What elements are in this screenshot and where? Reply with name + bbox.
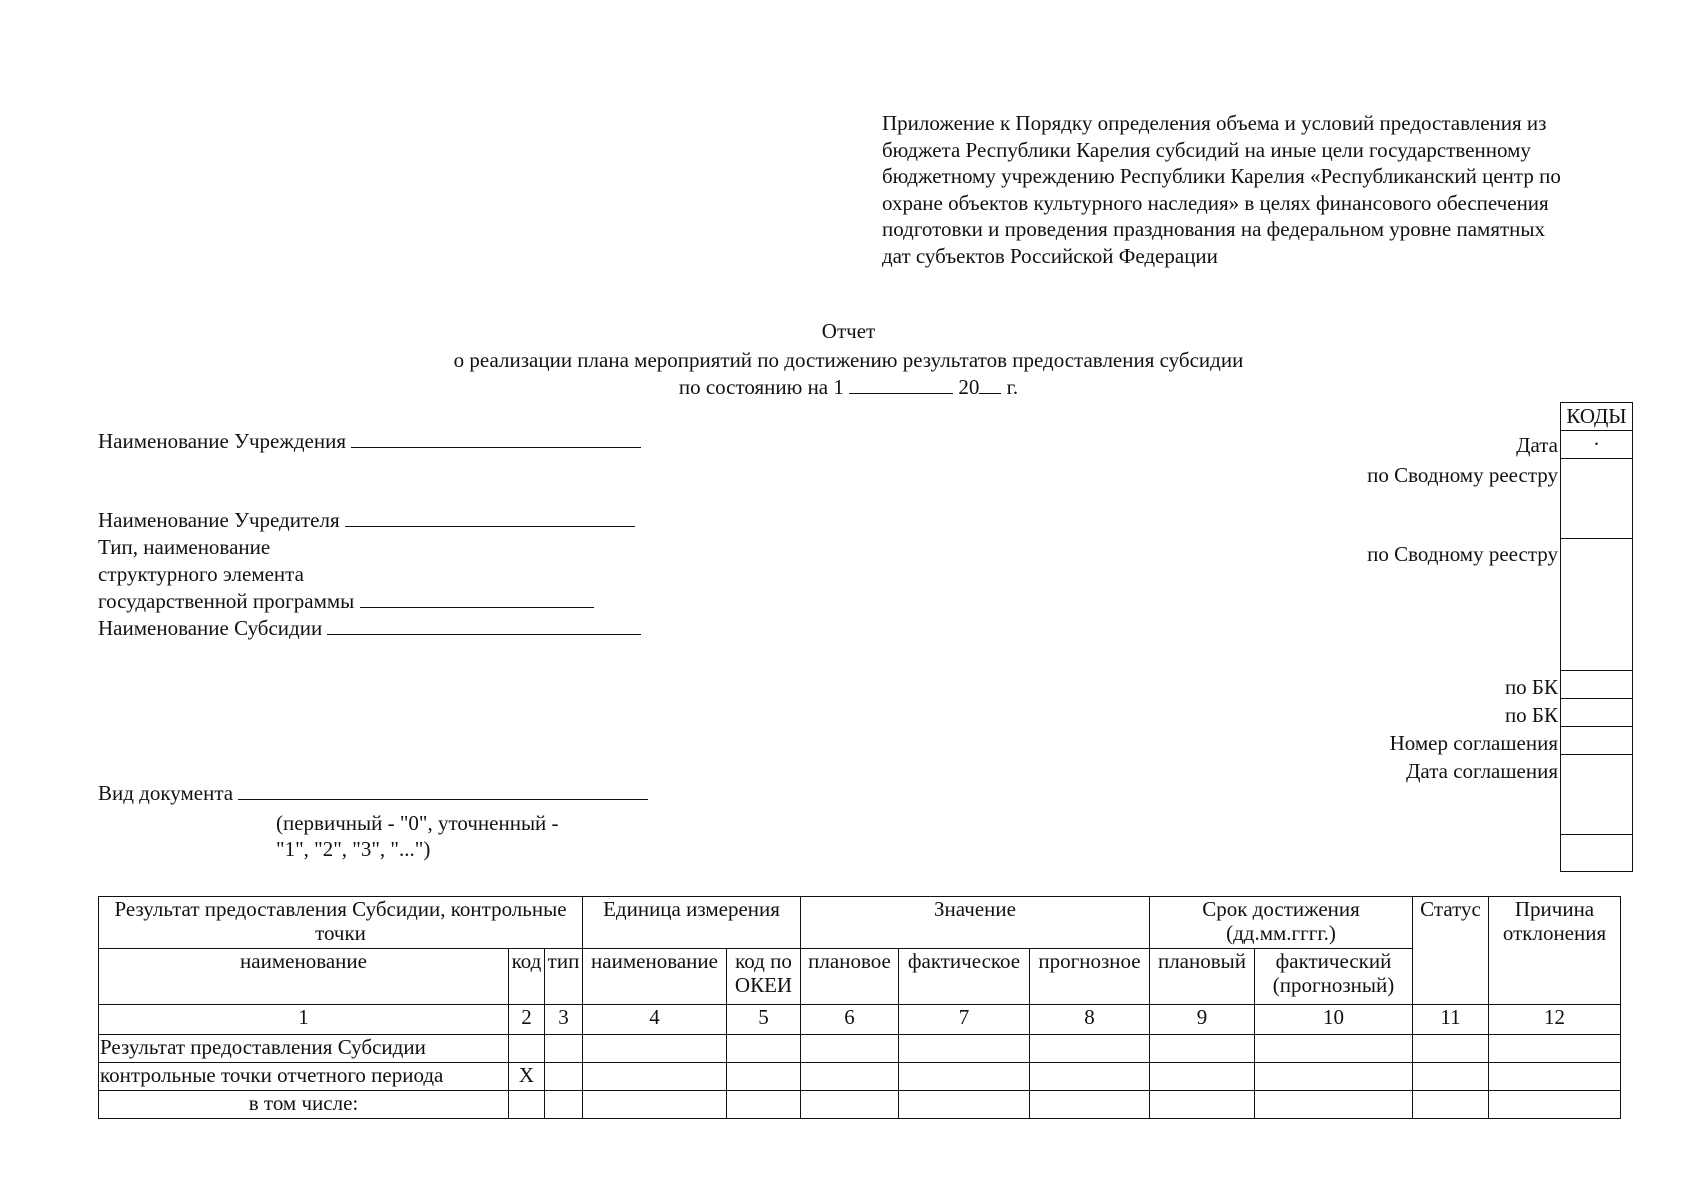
subheader-unit-name: наименование xyxy=(583,949,727,1005)
report-subtitle: о реализации плана мероприятий по достижению результатов предоставления субсидии xyxy=(453,348,1244,372)
appendix-note xyxy=(882,110,1636,269)
code-cell-bk-1[interactable] xyxy=(1561,671,1632,699)
code-cell-agreement-date[interactable] xyxy=(1561,755,1632,835)
codes-header: КОДЫ xyxy=(1560,402,1633,430)
table-cell[interactable] xyxy=(801,1063,899,1091)
table-cell[interactable] xyxy=(1255,1091,1413,1119)
table-cell[interactable] xyxy=(1030,1063,1150,1091)
table-cell[interactable] xyxy=(545,1035,583,1063)
table-cell[interactable] xyxy=(1030,1091,1150,1119)
table-row xyxy=(99,1063,1621,1091)
table-cell[interactable] xyxy=(1489,1063,1621,1091)
column-number: 6 xyxy=(801,1005,899,1035)
code-cell-registry-2[interactable] xyxy=(1561,539,1632,671)
doc-type-field[interactable] xyxy=(238,780,648,800)
subsidy-field[interactable] xyxy=(327,615,641,635)
subheader-code: код xyxy=(509,949,545,1005)
report-date-prefix: по состоянию на 1 xyxy=(678,375,844,399)
table-cell[interactable] xyxy=(1489,1091,1621,1119)
column-number: 10 xyxy=(1255,1005,1413,1035)
column-number: 12 xyxy=(1489,1005,1621,1035)
founder-row xyxy=(98,507,635,533)
row-checkpoints-label: контрольные точки отчетного периода xyxy=(99,1063,509,1091)
subheader-actual: фактическое xyxy=(899,949,1030,1005)
agreement-date-label: Дата соглашения xyxy=(1406,759,1558,783)
report-title: Отчет xyxy=(821,319,876,343)
table-cell[interactable] xyxy=(545,1091,583,1119)
results-table xyxy=(98,896,1621,1119)
code-cell-extra[interactable] xyxy=(1561,835,1632,869)
column-number: 5 xyxy=(727,1005,801,1035)
report-date-year: 20 xyxy=(958,375,980,399)
table-cell[interactable] xyxy=(1150,1091,1255,1119)
founder-field[interactable] xyxy=(345,507,635,527)
row-result-label: Результат предоставления Субсидии xyxy=(99,1035,509,1063)
agreement-number-label: Номер соглашения xyxy=(1389,731,1558,755)
table-cell[interactable] xyxy=(1150,1035,1255,1063)
table-cell[interactable] xyxy=(1413,1091,1489,1119)
registry-label-1: по Сводному реестру xyxy=(1367,463,1558,487)
table-cell[interactable] xyxy=(1255,1063,1413,1091)
founder-label: Наименование Учредителя xyxy=(98,508,340,532)
column-number: 1 xyxy=(99,1005,509,1035)
table-cell[interactable] xyxy=(727,1035,801,1063)
column-number: 7 xyxy=(899,1005,1030,1035)
column-number: 4 xyxy=(583,1005,727,1035)
bk-label-1: по БК xyxy=(1504,675,1558,699)
table-cell[interactable] xyxy=(1150,1063,1255,1091)
doc-type-hint-2: "1", "2", "3", "...") xyxy=(276,837,431,861)
bk-label-2: по БК xyxy=(1504,703,1558,727)
program-label-line-1: Тип, наименование xyxy=(98,535,271,559)
report-date-line xyxy=(0,374,1697,400)
program-field[interactable] xyxy=(360,588,594,608)
table-cell[interactable] xyxy=(1489,1035,1621,1063)
appendix-line: дат субъектов Российской Федерации xyxy=(882,243,1218,268)
registry-label-2: по Сводному реестру xyxy=(1367,542,1558,566)
header-value: Значение xyxy=(801,897,1150,949)
table-cell[interactable] xyxy=(899,1035,1030,1063)
report-date-year-field[interactable] xyxy=(979,374,1001,394)
subheader-forecast: прогнозное xyxy=(1030,949,1150,1005)
table-cell[interactable] xyxy=(583,1035,727,1063)
table-cell[interactable] xyxy=(727,1091,801,1119)
code-cell-bk-2[interactable] xyxy=(1561,699,1632,727)
institution-label: Наименование Учреждения xyxy=(98,429,346,453)
institution-field[interactable] xyxy=(351,428,641,448)
appendix-line: охране объектов культурного наследия» в целях финансового обеспечения xyxy=(882,190,1549,215)
doc-type-label: Вид документа xyxy=(98,781,234,805)
subsidy-label: Наименование Субсидии xyxy=(98,616,323,640)
program-row xyxy=(98,588,594,614)
table-row xyxy=(99,1035,1621,1063)
subheader-deadline-planned: плановый xyxy=(1150,949,1255,1005)
doc-type-hint-1: (первичный - "0", уточненный - xyxy=(276,811,559,835)
code-cell-agreement-number[interactable] xyxy=(1561,727,1632,755)
code-cell-date[interactable]: · xyxy=(1561,431,1632,459)
header-deadline: Срок достижения (дд.мм.гггг.) xyxy=(1150,897,1413,949)
institution-row xyxy=(98,428,641,454)
row-checkpoints-code: X xyxy=(509,1063,545,1091)
table-cell[interactable] xyxy=(899,1063,1030,1091)
appendix-line: Приложение к Порядку определения объема и условий предоставления из xyxy=(882,111,1547,135)
table-cell[interactable] xyxy=(583,1063,727,1091)
subheader-name: наименование xyxy=(99,949,509,1005)
table-cell[interactable] xyxy=(1255,1035,1413,1063)
table-cell[interactable] xyxy=(545,1063,583,1091)
doc-type-row xyxy=(98,780,648,806)
subheader-planned: плановое xyxy=(801,949,899,1005)
table-cell[interactable] xyxy=(509,1035,545,1063)
appendix-line: подготовки и проведения празднования на федеральном уровне памятных xyxy=(882,217,1545,241)
column-number: 2 xyxy=(509,1005,545,1035)
subheader-deadline-actual: фактический (прогнозный) xyxy=(1255,949,1413,1005)
column-number: 3 xyxy=(545,1005,583,1035)
table-cell[interactable] xyxy=(1413,1063,1489,1091)
appendix-line: бюджетному учреждению Республики Карелия «Республиканский центр по xyxy=(882,164,1561,188)
subheader-type: тип xyxy=(545,949,583,1005)
table-cell[interactable] xyxy=(1030,1035,1150,1063)
header-status: Статус xyxy=(1413,897,1489,1005)
row-including-label: в том числе: xyxy=(99,1091,509,1119)
table-cell[interactable] xyxy=(899,1091,1030,1119)
table-cell[interactable] xyxy=(1413,1035,1489,1063)
header-reason: Причина отклонения xyxy=(1489,897,1621,1005)
subsidy-row xyxy=(98,615,641,641)
table-row xyxy=(99,1091,1621,1119)
date-label: Дата xyxy=(1516,433,1558,457)
subheader-okei: код по ОКЕИ xyxy=(727,949,801,1005)
report-date-suffix: г. xyxy=(1006,375,1019,399)
table-cell[interactable] xyxy=(801,1035,899,1063)
table-cell[interactable] xyxy=(509,1091,545,1119)
program-label-line-3: государственной программы xyxy=(98,589,355,613)
column-number: 8 xyxy=(1030,1005,1150,1035)
code-cell-registry-1[interactable] xyxy=(1561,459,1632,539)
table-cell[interactable] xyxy=(727,1063,801,1091)
table-cell[interactable] xyxy=(801,1091,899,1119)
report-date-month-field[interactable] xyxy=(849,374,953,394)
column-number: 11 xyxy=(1413,1005,1489,1035)
header-result: Результат предоставления Субсидии, контрольные точки xyxy=(99,897,583,949)
column-number: 9 xyxy=(1150,1005,1255,1035)
header-unit: Единица измерения xyxy=(583,897,801,949)
appendix-line: бюджета Республики Карелия субсидий на иные цели государственному xyxy=(882,137,1531,162)
program-label-line-2: структурного элемента xyxy=(98,562,304,586)
table-cell[interactable] xyxy=(583,1091,727,1119)
codes-column xyxy=(1560,430,1633,872)
